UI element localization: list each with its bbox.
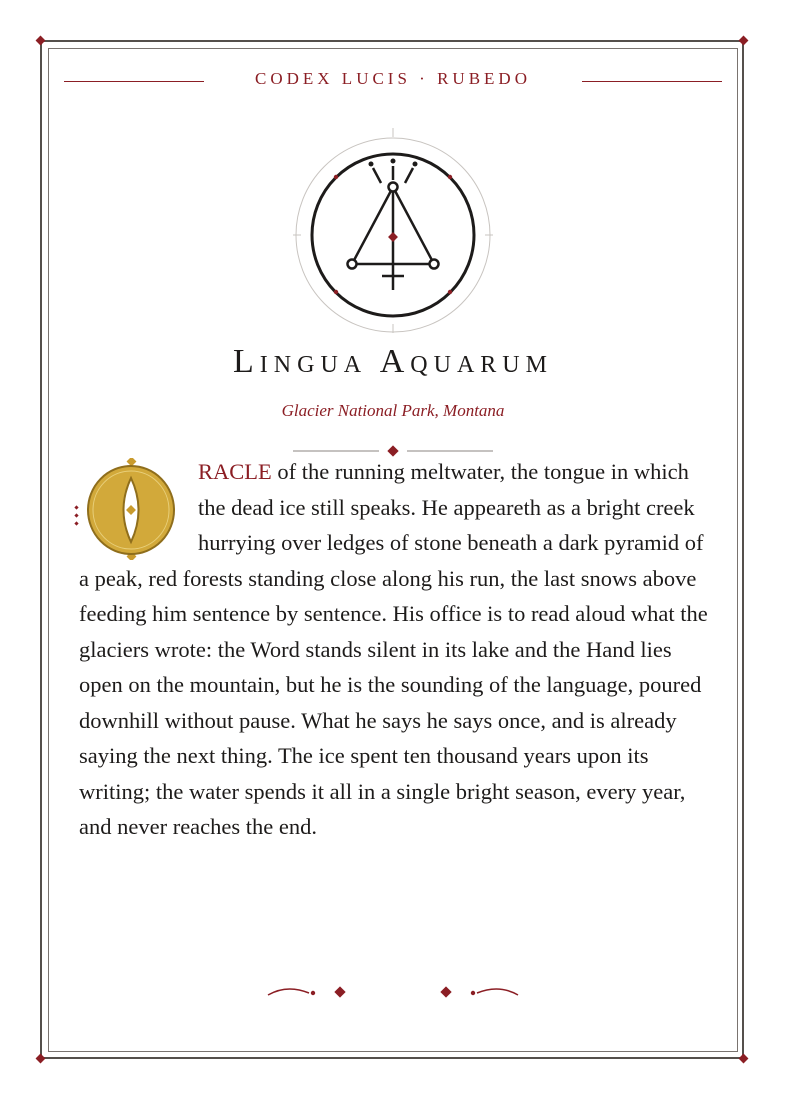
entry-paragraph bbox=[79, 454, 719, 845]
dropcap-letter: O bbox=[74, 458, 75, 459]
lead-word: RACLE bbox=[198, 459, 272, 484]
body-paragraph-text: of the running meltwater, the tongue in which the dead ice still speaks. He appeareth as a bright creek hurrying over ledges of stone beneath a dark pyramid of a peak, red forests standing close along his run, the last snows above feeding him sentence by sentence. His office is to read aloud what the glaciers wrote: the Word stands silent in its lake and the Hand lies open on the mountain, but he is the sounding of the language, poured downhill without pause. What he says he says once, and is already saying the next thing. The ice spent ten thousand years upon its writing; the water spends it all in a single bright season, every year, and never reaches the end. bbox=[79, 459, 708, 839]
footer-ornament bbox=[265, 980, 521, 1004]
codex-header: CODEX LUCIS · RUBEDO bbox=[255, 69, 531, 88]
entry-body bbox=[79, 454, 719, 845]
alchemical-sigil-icon bbox=[293, 128, 493, 333]
dropcap-spacer bbox=[79, 454, 198, 558]
entry-title: Lingua Aquarum bbox=[233, 343, 553, 380]
corner-ornament-bottom-right bbox=[739, 1054, 749, 1064]
entry-location: Glacier National Park, Montana bbox=[281, 401, 505, 420]
